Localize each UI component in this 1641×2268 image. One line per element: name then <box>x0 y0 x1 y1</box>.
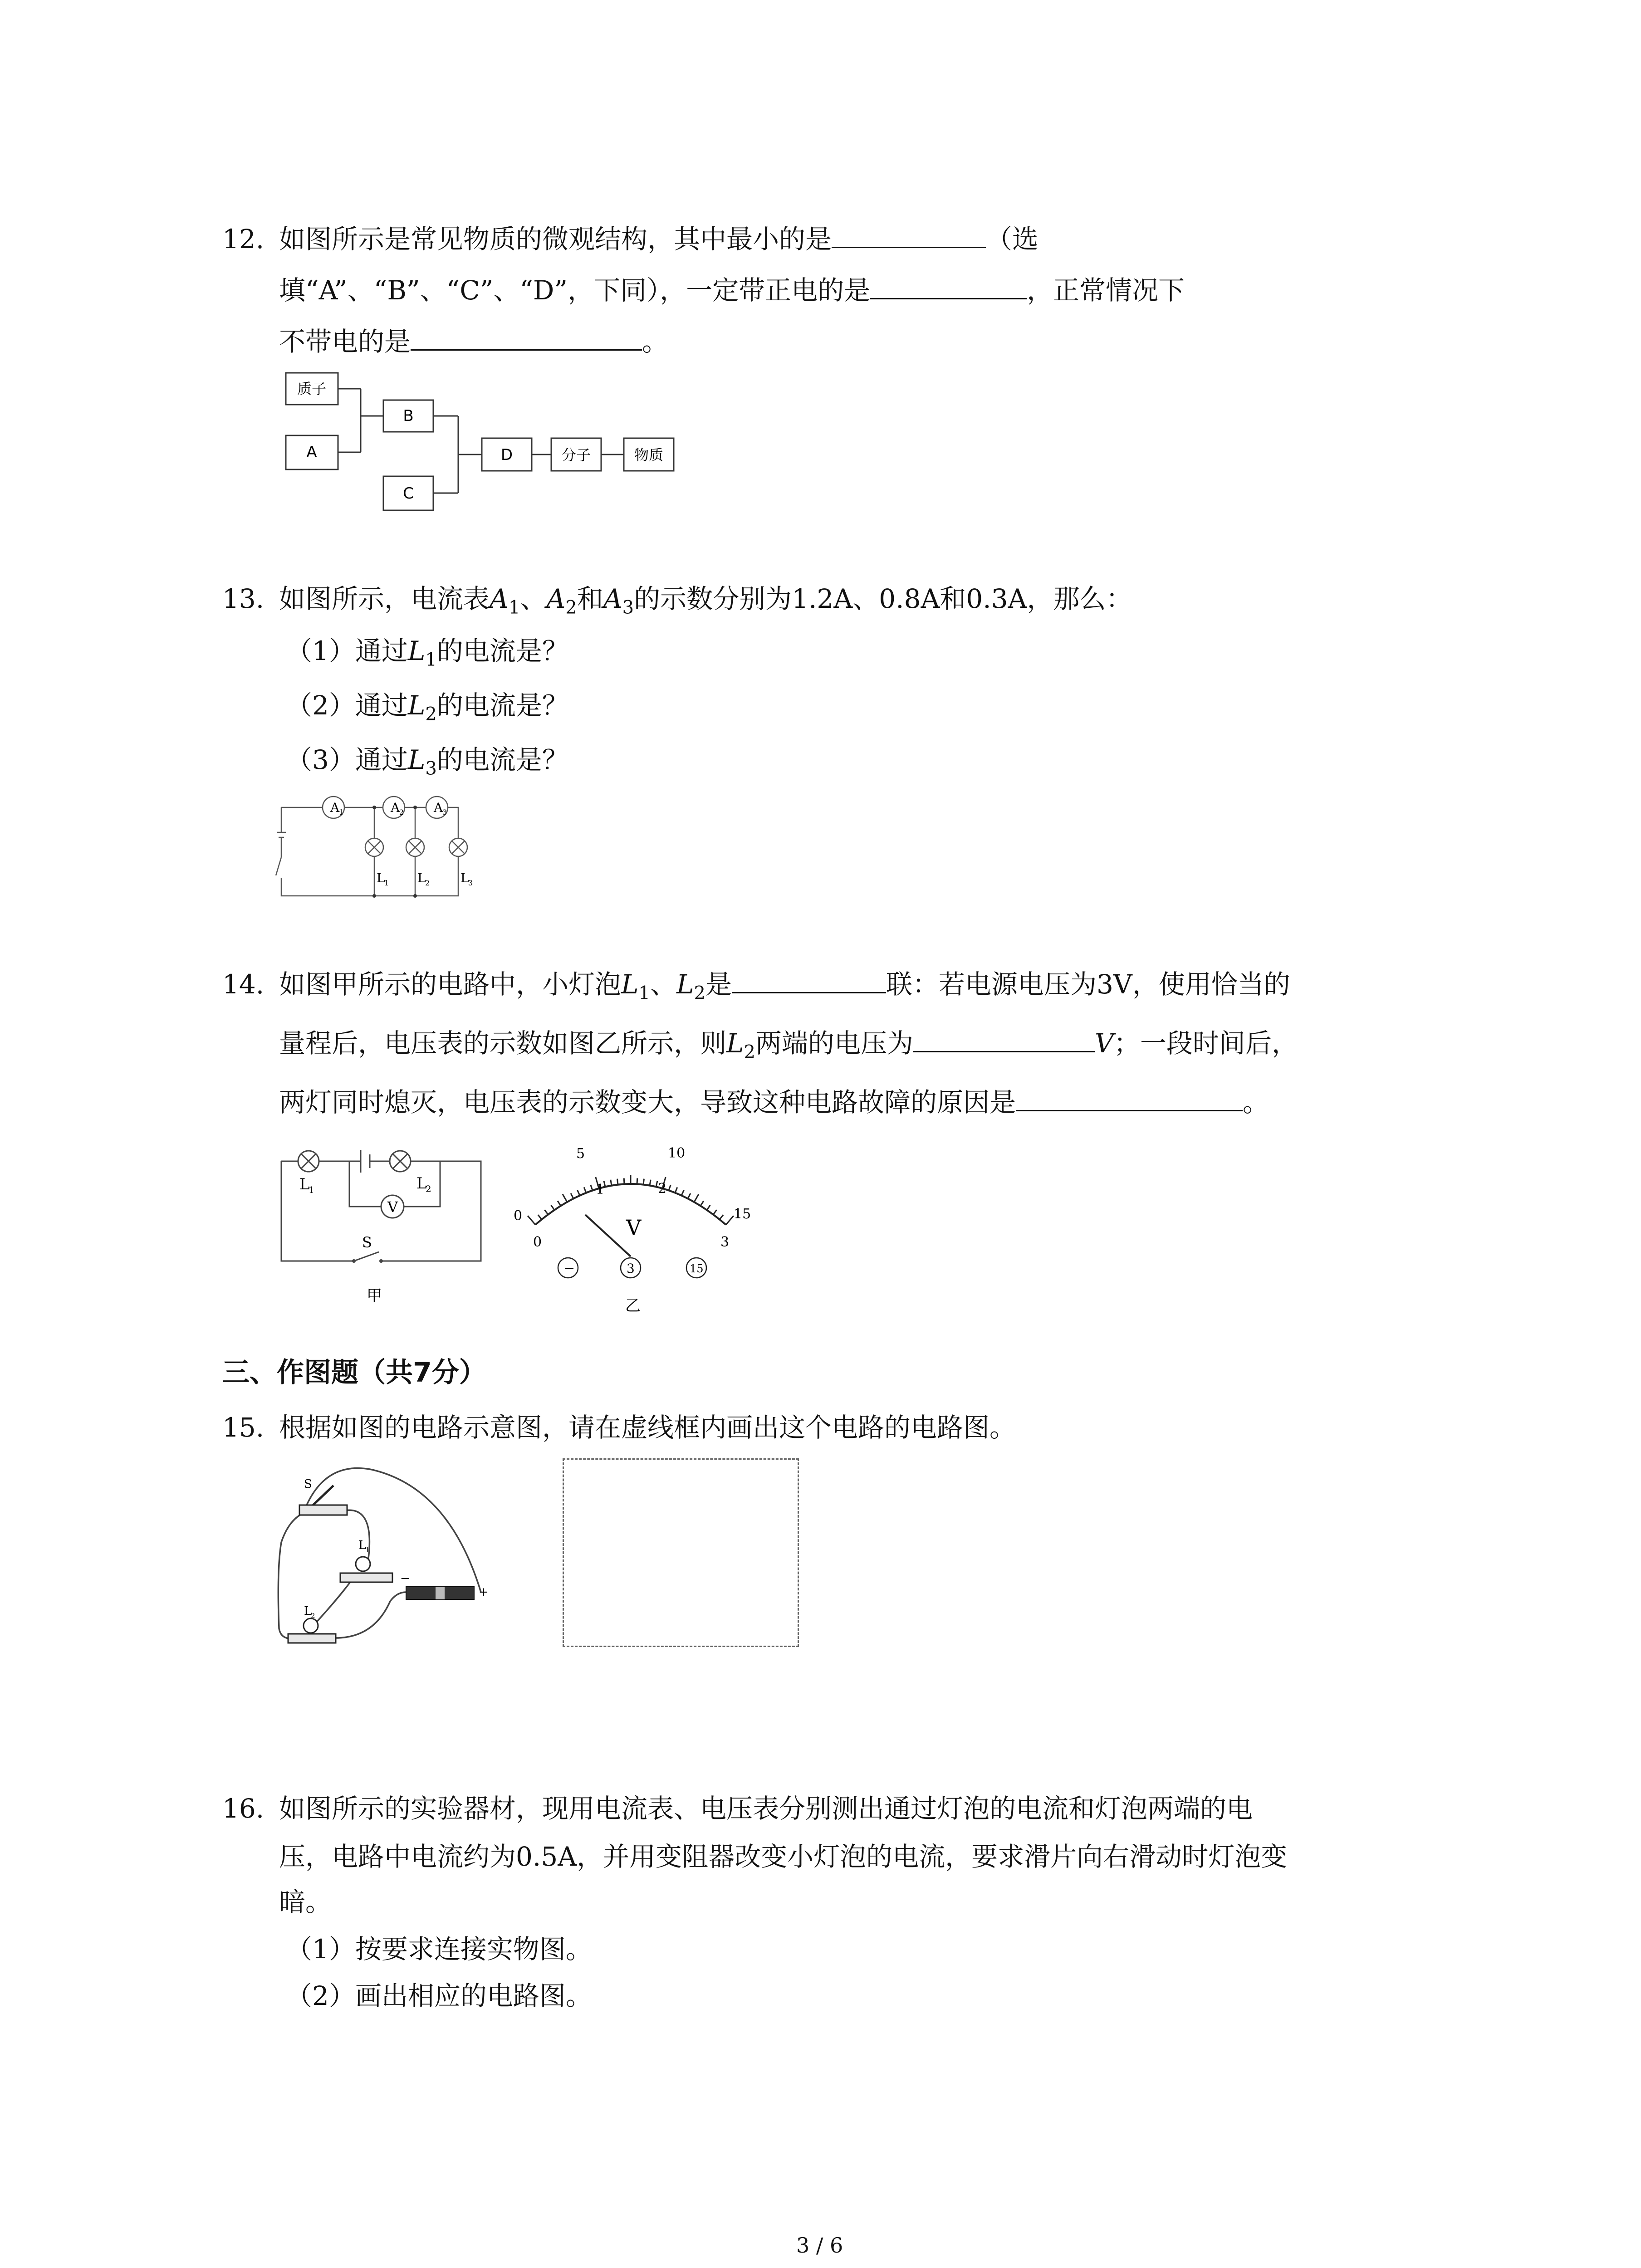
q13-sub-1 <box>286 635 568 676</box>
value: 3V <box>1097 969 1132 1000</box>
value: 0.8A <box>879 583 940 614</box>
subscript: 2 <box>694 982 705 1004</box>
dial-tick <box>694 1194 699 1202</box>
answer-blank[interactable] <box>870 274 1027 299</box>
q14-text: 、 <box>650 969 676 1000</box>
lamp-l2-label: L <box>416 1174 427 1193</box>
q12-text: 。 <box>642 326 669 357</box>
q12-line-2 <box>279 274 1185 306</box>
terminal-label: 15 <box>690 1262 704 1275</box>
figure-caption-jia: 甲 <box>367 1287 382 1305</box>
lamp-holder <box>288 1634 336 1643</box>
circuit-figure-jia <box>272 1139 490 1311</box>
q13-sub-3 <box>286 744 568 785</box>
battery-band <box>436 1587 445 1599</box>
dial-tick <box>611 1180 612 1186</box>
q14-text: 是 <box>705 969 732 1000</box>
bottom-scale-label: 0 <box>533 1234 542 1250</box>
q13-text: （1）通过 <box>286 635 408 666</box>
drawing-answer-box[interactable] <box>563 1458 799 1647</box>
battery-plus-label: + <box>479 1585 489 1599</box>
q12-text: 如图所示是常见物质的微观结构，其中最小的是 <box>279 224 832 254</box>
voltmeter-symbol: V <box>626 1215 642 1240</box>
subscript: 2 <box>744 1041 755 1063</box>
lamp-symbol: L <box>621 969 639 1000</box>
value: 0.5A <box>516 1841 577 1872</box>
question-number: 15. <box>222 1412 265 1443</box>
q14-text: ；一段时间后， <box>1113 1028 1298 1059</box>
q15-text: 根据如图的电路示意图，请在虚线框内画出这个电路的电路图。 <box>279 1412 1016 1443</box>
dial-tick <box>563 1194 567 1202</box>
ammeter-symbol: A <box>490 583 509 614</box>
lamp-symbol: L <box>726 1028 744 1059</box>
dial-tick <box>720 1215 723 1219</box>
lamp-l2-label: L <box>417 870 426 885</box>
q16-line-1: 如图所示的实验器材，现用电流表、电压表分别测出通过灯泡的电流和灯泡两端的电 <box>279 1793 1253 1824</box>
dial-tick <box>578 1190 580 1196</box>
q14-text: 两端的电压为 <box>755 1028 913 1059</box>
bulb-icon <box>304 1618 318 1633</box>
subscript: 2 <box>565 597 577 618</box>
q12-text: （选 <box>986 224 1039 254</box>
bottom-scale-label: 1 <box>596 1182 605 1198</box>
subscript: 1 <box>339 808 344 816</box>
q13-text: 的电流是？ <box>436 635 568 666</box>
structure-diagram <box>277 363 685 526</box>
d-label: D <box>500 446 513 464</box>
q14-text: 联：若电源电压为 <box>886 969 1097 1000</box>
bottom-scale-label: 2 <box>658 1181 667 1197</box>
q14-text: 量程后，电压表的示数如图乙所示，则 <box>279 1028 727 1059</box>
answer-blank[interactable] <box>732 968 886 993</box>
value: 0.3A <box>966 583 1027 614</box>
ammeter-a3-label: A <box>434 800 443 815</box>
subscript: 1 <box>508 597 520 618</box>
q12-text: 不带电的是 <box>279 326 411 357</box>
answer-blank[interactable] <box>832 223 986 248</box>
subscript: 2 <box>399 808 404 816</box>
subscript: 1 <box>384 879 389 887</box>
voltmeter-dial-figure-yi <box>495 1111 785 1320</box>
q13-text: 的示数分别为 <box>634 583 792 614</box>
question-number: 12. <box>222 224 265 254</box>
switch-label: S <box>304 1477 312 1491</box>
circuit-photo-diagram <box>272 1452 508 1651</box>
dial-tick <box>656 1181 657 1187</box>
q16-sub-1: （1）按要求连接实物图。 <box>286 1934 592 1965</box>
subscript: 2 <box>425 879 430 887</box>
subscript: 3 <box>622 597 634 618</box>
dial-tick <box>538 1215 542 1219</box>
q16-text: ，并用变阻器改变小灯泡的电流，要求滑片向右滑动时灯泡变 <box>577 1841 1288 1872</box>
question-number: 14. <box>222 969 265 1000</box>
top-scale-label: 5 <box>576 1146 585 1162</box>
q13-text: （3）通过 <box>286 744 408 775</box>
switch-label: S <box>362 1234 372 1251</box>
unit: V <box>1095 1028 1114 1059</box>
page-number: 3 / 6 <box>796 2233 843 2258</box>
switch-base <box>299 1505 347 1515</box>
subscript: 1 <box>309 1184 314 1195</box>
wire <box>278 1510 311 1639</box>
voltmeter-label: V <box>387 1198 398 1216</box>
molecule-label: 分子 <box>561 446 591 464</box>
q14-line-2 <box>279 1027 1298 1068</box>
q14-text: 两灯同时熄灭，电压表的示数变大，导致这种电路故障的原因是 <box>279 1087 1016 1118</box>
a-label: A <box>306 443 317 461</box>
dial-tick <box>688 1193 691 1199</box>
subscript: 1 <box>425 649 437 670</box>
q14-line-1 <box>279 968 1290 1009</box>
q13-text: 、 <box>520 583 547 614</box>
q13-text: （2）通过 <box>286 690 408 721</box>
q13-stem <box>279 583 1132 624</box>
dial-tick <box>681 1190 684 1196</box>
parallel-circuit-diagram <box>272 789 508 898</box>
dial-tick <box>675 1188 677 1193</box>
question-number: 16. <box>222 1793 265 1824</box>
subscript: 3 <box>442 808 447 816</box>
q12-line-1 <box>279 223 1038 255</box>
b-label: B <box>403 407 414 425</box>
dial-tick <box>617 1179 618 1185</box>
dial-tick <box>700 1201 704 1206</box>
lamp-l1-label: L <box>377 870 385 885</box>
wire <box>327 1592 406 1638</box>
lamp-symbol: L <box>407 635 426 666</box>
q12-text: 填“A”、“B”、“C”、“D”，下同），一定带正电的是 <box>279 275 871 306</box>
dial-tick <box>591 1185 593 1190</box>
lamp-holder <box>340 1573 392 1582</box>
subscript: 2 <box>426 1183 431 1194</box>
subscript: 1 <box>365 1546 370 1554</box>
q16-line-2 <box>279 1841 1287 1872</box>
dial-tick <box>713 1210 717 1214</box>
lamp-l2-label: L <box>304 1604 312 1618</box>
subscript: 2 <box>425 704 437 725</box>
terminal-label: 3 <box>627 1261 635 1276</box>
q16-text: 压，电路中电流约为 <box>279 1841 516 1872</box>
value: 1.2A <box>792 583 853 614</box>
answer-blank[interactable] <box>913 1027 1095 1052</box>
dial-tick <box>571 1193 573 1199</box>
q14-text: 如图甲所示的电路中，小灯泡 <box>279 969 622 1000</box>
dial-needle <box>585 1215 631 1256</box>
bulb-icon <box>356 1557 370 1571</box>
q13-text: 的电流是？ <box>436 744 568 775</box>
lamp-symbol: L <box>407 690 426 721</box>
answer-blank[interactable] <box>411 326 642 351</box>
dial-tick <box>669 1185 671 1190</box>
q13-text: 和 <box>940 583 966 614</box>
figure-caption-yi: 乙 <box>625 1297 641 1315</box>
dial-tick <box>650 1180 651 1186</box>
q14-text: 。 <box>1243 1087 1269 1118</box>
top-scale-label: 0 <box>514 1208 523 1224</box>
q12-line-3 <box>279 326 668 357</box>
ammeter-symbol: A <box>603 583 622 614</box>
subscript: 3 <box>425 758 437 779</box>
answer-blank[interactable] <box>1016 1086 1243 1111</box>
bottom-scale-label: 3 <box>720 1234 730 1250</box>
lamp-l1-label: L <box>299 1175 310 1193</box>
dial-tick <box>551 1205 554 1210</box>
terminal-label: − <box>563 1261 575 1276</box>
proton-label: 质子 <box>297 380 327 397</box>
q13-text: 如图所示，电流表 <box>279 583 490 614</box>
dial-tick <box>643 1179 644 1185</box>
lamp-l1-label: L <box>358 1539 367 1552</box>
ammeter-a1-label: A <box>330 800 340 815</box>
q16-sub-2: （2）画出相应的电路图。 <box>286 1980 592 2011</box>
top-scale-label: 10 <box>668 1145 686 1161</box>
lamp-symbol: L <box>407 744 426 775</box>
dial-tick <box>726 1216 734 1225</box>
q16-line-3: 暗。 <box>279 1887 332 1917</box>
q13-sub-2 <box>286 689 568 730</box>
lamp-symbol: L <box>676 969 694 1000</box>
lamp-l3-label: L <box>460 870 469 885</box>
q13-text: ，那么： <box>1027 583 1132 614</box>
dial-tick <box>544 1210 548 1214</box>
q13-text: 、 <box>852 583 879 614</box>
battery-minus-label: − <box>400 1572 410 1585</box>
subscript: 3 <box>468 879 473 887</box>
ammeter-symbol: A <box>546 583 566 614</box>
q12-text: ，正常情况下 <box>1027 275 1185 306</box>
c-label: C <box>403 484 414 503</box>
subscript: 2 <box>311 1612 315 1620</box>
q13-text: 的电流是？ <box>436 690 568 721</box>
section-title: 三、作图题（共7分） <box>222 1357 486 1388</box>
dial-tick <box>558 1201 561 1206</box>
q14-text: ，使用恰当的 <box>1132 969 1290 1000</box>
dial-tick <box>528 1216 535 1225</box>
subscript: 1 <box>638 982 650 1004</box>
dial-tick <box>707 1205 710 1210</box>
q13-text: 和 <box>577 583 603 614</box>
dial-tick <box>584 1188 586 1193</box>
matter-label: 物质 <box>634 446 664 464</box>
top-scale-label: 15 <box>734 1206 751 1222</box>
question-number: 13. <box>222 583 265 614</box>
ammeter-a2-label: A <box>391 800 400 815</box>
